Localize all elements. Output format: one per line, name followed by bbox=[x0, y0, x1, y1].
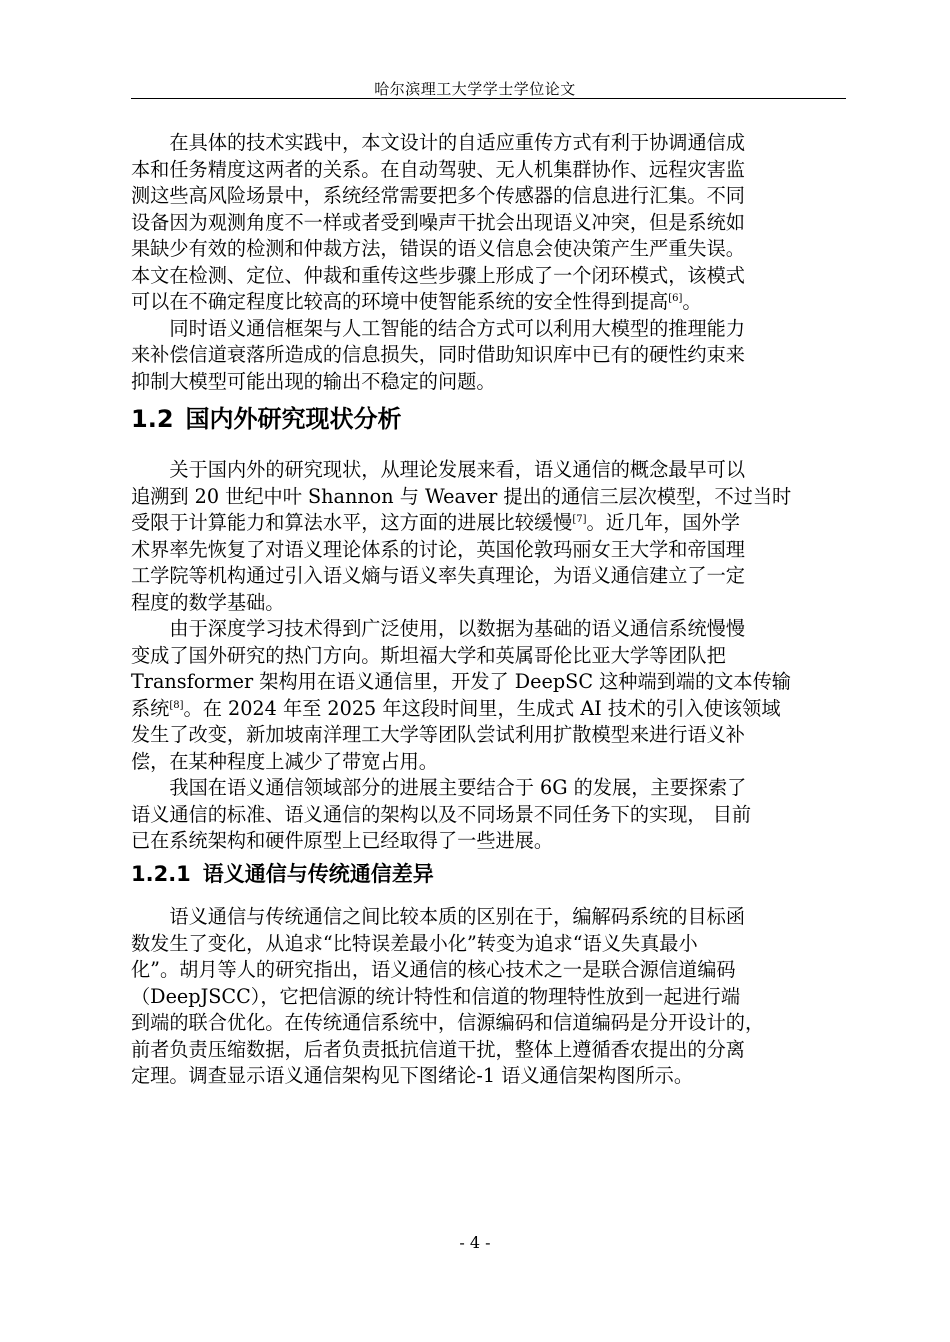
text-fragment: 系统 bbox=[131, 696, 170, 720]
text-line: 果缺少有效的检测和仲裁方法，错误的语义信息会使决策产生严重失误。 bbox=[131, 237, 745, 260]
section-number: 1.2 bbox=[131, 405, 174, 433]
intro-block bbox=[131, 130, 846, 395]
citation-ref: [8] bbox=[169, 699, 184, 711]
text-line: 由于深度学习技术得到广泛使用，以数据为基础的语义通信系统慢慢 bbox=[169, 617, 746, 640]
text-line: 已在系统架构和硬件原型上已经取得了一些进展。 bbox=[131, 829, 554, 852]
paragraph bbox=[131, 616, 846, 775]
text-line bbox=[131, 289, 846, 316]
text-line: （DeepJSCC），它把信源的统计特性和信道的物理特性放到一起进行端 bbox=[131, 984, 741, 1008]
text-line: 语义通信与传统通信之间比较本质的区别在于，编解码系统的目标函 bbox=[169, 905, 746, 928]
text-line: 数发生了变化，从追求“比特误差最小化”转变为追求“语义失真最小 bbox=[131, 931, 698, 955]
section-number: 1.2.1 bbox=[131, 862, 191, 886]
text-line: Transformer 架构用在语义通信里，开发了 DeepSC 这种端到端的文本传输 bbox=[131, 670, 791, 693]
text-line: 抑制大模型可能出现的输出不稳定的问题。 bbox=[131, 369, 496, 393]
paragraph bbox=[131, 457, 846, 616]
page-header-title: 哈尔滨理工大学学士学位论文 bbox=[374, 80, 576, 98]
text-fragment: 。近几年，国外学 bbox=[586, 511, 740, 534]
section-heading-1-2 bbox=[131, 399, 402, 434]
text-line: 关于国内外的研究现状，从理论发展来看，语义通信的概念最早可以 bbox=[169, 458, 746, 481]
text-line bbox=[131, 696, 846, 723]
paragraph bbox=[131, 316, 846, 396]
text-line: 来补偿信道衰落所造成的信息损失，同时借助知识库中已有的硬性约束来 bbox=[131, 343, 745, 366]
section-1-2-1-body bbox=[131, 904, 846, 1090]
text-line: 到端的联合优化。在传统通信系统中，信源编码和信道编码是分开设计的， bbox=[131, 1011, 765, 1034]
text-fragment: 。在 2024 年至 2025 年这段时间里，生成式 AI 技术的引入使该领域 bbox=[183, 696, 781, 720]
text-line: 语义通信的标准、语义通信的架构以及不同场景不同任务下的实现， 目前 bbox=[131, 802, 752, 826]
page-number: - 4 - bbox=[459, 1233, 491, 1252]
text-line: 本文在检测、定位、仲裁和重传这些步骤上形成了一个闭环模式，该模式 bbox=[131, 263, 745, 287]
text-line bbox=[131, 510, 846, 537]
section-1-2-body bbox=[131, 457, 846, 855]
citation-ref: [6] bbox=[668, 293, 683, 304]
text-line: 同时语义通信框架与人工智能的结合方式可以利用大模型的推理能力 bbox=[169, 316, 746, 340]
text-line: 程度的数学基础。 bbox=[131, 590, 285, 614]
text-line: 在具体的技术实践中，本文设计的自适应重传方式有利于协调通信成 bbox=[169, 131, 746, 154]
text-fragment: 可以在不确定程度比较高的环境中使智能系统的安全性得到提高 bbox=[131, 290, 669, 313]
text-fragment: 受限于计算能力和算法水平，这方面的进展比较缓慢 bbox=[131, 511, 573, 534]
text-line: 偿，在某种程度上减少了带宽占用。 bbox=[131, 749, 438, 773]
text-line: 测这些高风险场景中，系统经常需要把多个传感器的信息进行汇集。不同 bbox=[131, 184, 745, 207]
paragraph bbox=[131, 130, 846, 316]
text-line: 前者负责压缩数据，后者负责抵抗信道干扰，整体上遵循香农提出的分离 bbox=[131, 1037, 745, 1061]
section-title: 语义通信与传统通信差异 bbox=[202, 862, 434, 886]
text-line: 追溯到 20 世纪中叶 Shannon 与 Weaver 提出的通信三层次模型，不过当时 bbox=[131, 484, 792, 508]
text-line: 本和任务精度这两者的关系。在自动驾驶、无人机集群协作、远程灾害监 bbox=[131, 157, 745, 181]
text-line: 定理。调查显示语义通信架构见下图绪论-1 语义通信架构图所示。 bbox=[131, 1064, 694, 1087]
text-fragment: 。 bbox=[682, 290, 702, 313]
paragraph bbox=[131, 775, 846, 855]
text-line: 变成了国外研究的热门方向。斯坦福大学和英属哥伦比亚大学等团队把 bbox=[131, 643, 726, 667]
section-title: 国内外研究现状分析 bbox=[185, 405, 402, 433]
header-rule bbox=[131, 98, 846, 99]
text-line: 工学院等机构通过引入语义熵与语义率失真理论，为语义通信建立了一定 bbox=[131, 564, 745, 587]
section-heading-1-2-1 bbox=[131, 858, 434, 888]
text-line: 术界率先恢复了对语义理论体系的讨论，英国伦敦玛丽女王大学和帝国理 bbox=[131, 537, 745, 561]
text-line: 我国在语义通信领域部分的进展主要结合于 6G 的发展，主要探索了 bbox=[169, 776, 747, 799]
citation-ref: [7] bbox=[572, 514, 587, 525]
text-line: 化”。胡月等人的研究指出，语义通信的核心技术之一是联合源信道编码 bbox=[131, 958, 736, 981]
paragraph bbox=[131, 904, 846, 1090]
text-line: 设备因为观测角度不一样或者受到噪声干扰会出现语义冲突，但是系统如 bbox=[131, 210, 745, 234]
text-line: 发生了改变，新加坡南洋理工大学等团队尝试利用扩散模型来进行语义补 bbox=[131, 723, 745, 746]
